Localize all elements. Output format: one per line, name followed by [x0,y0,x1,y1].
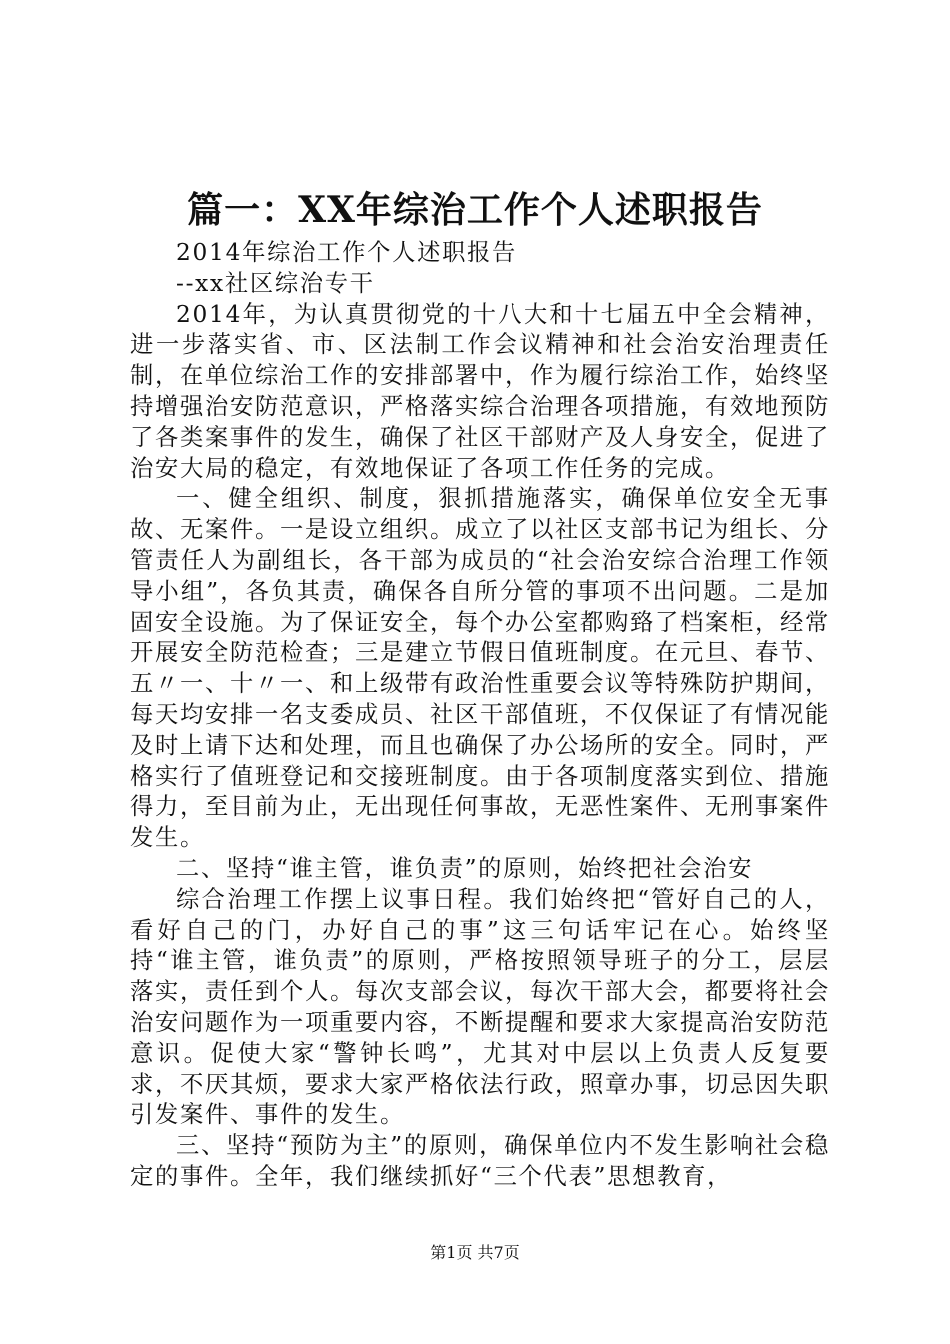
paragraph-section-three: 三、坚持“预防为主”的原则，确保单位内不发生影响社会稳定的事件。全年，我们继续抓好“三个代表”思想教育， [130,1132,830,1190]
paragraph-section-two-heading: 二、坚持“谁主管，谁负责”的原则，始终把社会治安 [176,854,754,882]
page-number-footer: 第1页 共7页 [430,1243,520,1262]
paragraph-intro: 2014年，为认真贯彻党的十八大和十七届五中全会精神，进一步落实省、市、区法制工作会议精神和社会治安治理责任制，在单位综治工作的安排部署中，作为履行综治工作，始终坚持增强治安防范意识，严格落实综合治理各项措施，有效地预防了各类案事件的发生，确保了社区干部财产及人身安全，促进了治安大局的稳定，有效地保证了各项工作任务的完成。 [130,300,830,482]
paragraph-author: --xx社区综治专干 [176,269,375,297]
paragraph-report-title: 2014年综治工作个人述职报告 [176,239,518,266]
document-body [130,238,830,1193]
document-title: 篇一：XX年综治工作个人述职报告 [187,189,763,231]
paragraph-section-one: 一、健全组织、制度，狠抓措施落实，确保单位安全无事故、无案件。一是设立组织。成立了以社区支部书记为组长、分管责任人为副组长，各干部为成员的“社会治安综合治理工作领导小组”，各负其责，确保各自所分管的事项不出问题。二是加固安全设施。为了保证安全，每个办公室都购臵了档案柜，经常开展安全防范检查；三是建立节假日值班制度。在元旦、春节、五〃一、十〃一、和上级带有政治性重要会议等特殊防护期间，每天均安排一名支委成员、社区干部值班，不仅保证了有情况能及时上请下达和处理，而且也确保了办公场所的安全。同时，严格实行了值班登记和交接班制度。由于各项制度落实到位、措施得力，至目前为止，无出现任何事故，无恶性案件、无刑事案件发生。 [130,485,830,852]
paragraph-section-two-body: 综合治理工作摆上议事日程。我们始终把“管好自己的人，看好自己的门，办好自己的事”这三句话牢记在心。始终坚持“谁主管，谁负责”的原则，严格按照领导班子的分工，层层落实，责任到个人。每次支部会议，每次干部大会，都要将社会治安问题作为一项重要内容，不断提醒和要求大家提高治安防范意识。促使大家“警钟长鸣”，尤其对中层以上负责人反复要求，不厌其烦，要求大家严格依法行政，照章办事，切忌因失职引发案件、事件的发生。 [130,885,830,1129]
